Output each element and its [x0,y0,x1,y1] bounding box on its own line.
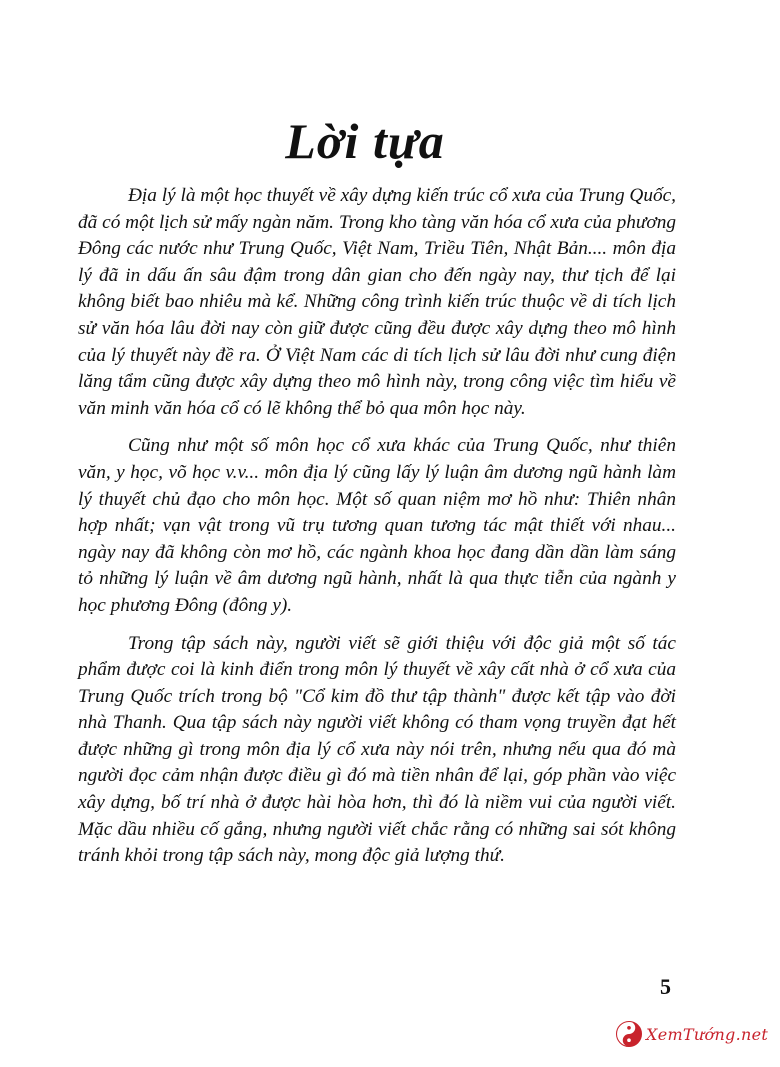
watermark-text: XemTướng.net [646,1024,769,1044]
body-text [78,183,676,881]
paragraph-2: Cũng như một số môn học cổ xưa khác của Trung Quốc, như thiên văn, y học, võ học v.v... môn địa lý cũng lấy lý luận âm dương ngũ hành làm lý thuyết chủ đạo cho môn học. Một số quan niệm mơ hồ như: Thiên nhân hợp nhất; vạn vật trong vũ trụ tương quan tương tác mật thiết với nhau... ngày nay đã không còn mơ hồ, các ngành khoa học đang dần dần làm sáng tỏ những lý luận về âm dương ngũ hành, nhất là qua thực tiễn của ngành y học phương Đông (đông y). [78,435,676,616]
paragraph-3: Trong tập sách này, người viết sẽ giới thiệu với độc giả một số tác phẩm được coi là kinh điển trong môn lý thuyết về xây cất nhà ở cổ xưa của Trung Quốc trích trong bộ "Cổ kim đồ thư tập thành" được kết tập vào đời nhà Thanh. Qua tập sách này người viết không có tham vọng truyền đạt hết được những gì trong môn địa lý cổ xưa này nói trên, nhưng nếu qua đó mà người đọc cảm nhận được điều gì đó mà tiền nhân để lại, góp phần vào việc xây dựng, bố trí nhà ở được hài hòa hơn, thì đó là niềm vui của người viết. Mặc dầu nhiều cố gắng, nhưng người viết chắc rằng có những sai sót không tránh khỏi trong tập sách này, mong độc giả lượng thứ. [78,632,676,867]
page-title: Lời tựa [285,113,445,169]
paragraph-1: Địa lý là một học thuyết về xây dựng kiến trúc cổ xưa của Trung Quốc, đã có một lịch sử mấy ngàn năm. Trong kho tàng văn hóa cổ xưa của phương Đông các nước như Trung Quốc, Việt Nam, Triều Tiên, Nhật Bản.... môn địa lý đã in dấu ấn sâu đậm trong dân gian cho đến ngày nay, thư tịch để lại không biết bao nhiêu mà kể. Những công trình kiến trúc thuộc về di tích lịch sử văn hóa lâu đời nay còn giữ được cũng đều được xây dựng theo mô hình của lý thuyết này đề ra. Ở Việt Nam các di tích lịch sử lâu đời như cung điện lăng tẩm cũng được xây dựng theo mô hình này, trong công việc tìm hiểu về văn minh văn hóa cổ có lẽ không thể bỏ qua môn học này. [78,185,676,419]
page-number: 5 [660,974,671,999]
site-watermark [616,1014,768,1054]
yin-yang-icon [616,1021,642,1047]
